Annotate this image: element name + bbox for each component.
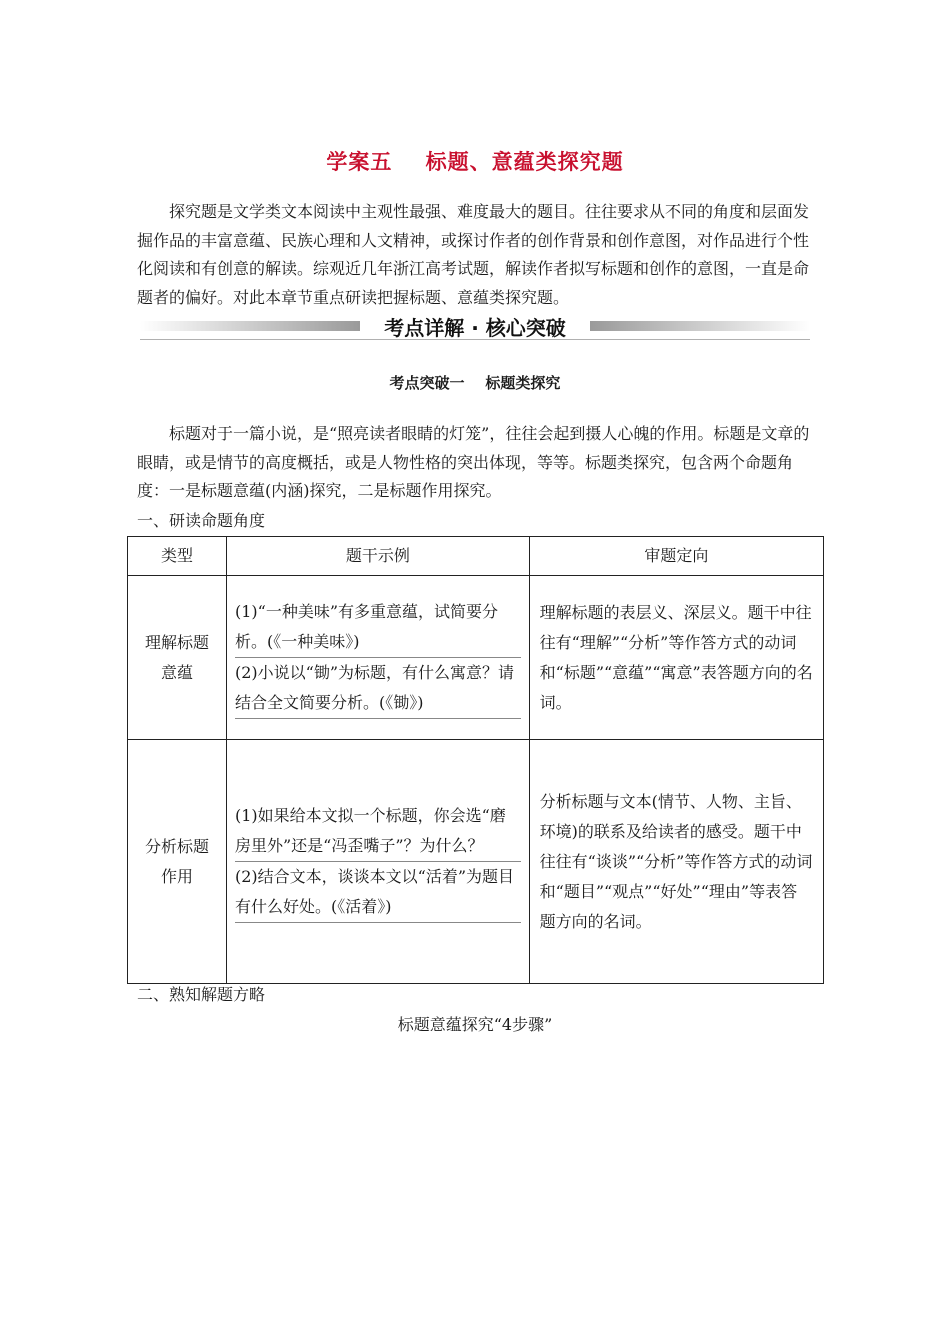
body-paragraph [137,420,817,506]
section-banner [140,314,810,340]
intro-text: 探究题是文学类文本阅读中主观性最强、难度最大的题目。往往要求从不同的角度和层面发掘作品的丰富意蕴、民族心理和人文精神，或探讨作者的创作背景和创作意图，对作品进行个性化阅读和有创意的解读。综观近几年浙江高考试题，解读作者拟写标题和创作的意图，一直是命题者的偏好。对此本章节重点研读把握标题、意蕴类探究题。 [137,202,810,307]
row-type [128,576,227,740]
row-examples [227,740,530,984]
example-item: (1)“一种美味”有多重意蕴，试简要分析。(《一种美味》) [235,597,521,658]
row-guide: 分析标题与文本(情节、人物、主旨、环境)的联系及给读者的感受。题干中往往有“谈谈”“分析”等作答方式的动词和“题目”“观点”“好处”“理由”等表答题方向的名词。 [529,740,823,984]
intro-paragraph [137,198,817,312]
example-item: (1)如果给本文拟一个标题，你会选“磨房里外”还是“冯歪嘴子”？为什么？ [235,801,521,862]
section-heading-1: 一、研读命题角度 [137,511,266,530]
page-title: 学案五 标题、意蕴类探究题 [326,150,624,174]
example-item: (2)结合文本，谈谈本文以“活着”为题目有什么好处。(《活着》) [235,862,521,923]
section-heading-2: 二、熟知解题方略 [137,985,266,1004]
row-type [128,740,227,984]
header-guide: 审题定向 [529,537,823,576]
row-examples [227,576,530,740]
row-type-text: 理解标题意蕴 [144,632,209,682]
example-item: (2)小说以“锄”为标题，有什么寓意？请结合全文简要分析。(《锄》) [235,658,521,719]
question-type-table [127,536,824,984]
row-type-text: 分析标题作用 [144,836,209,886]
header-type: 类型 [128,537,227,576]
banner-text: 考点详解 · 核心突破 [384,316,566,340]
table-header-row [128,537,824,576]
body-text: 标题对于一篇小说，是“照亮读者眼睛的灯笼”，往往会起到摄人心魄的作用。标题是文章的眼睛，或是情节的高度概括，或是人物性格的突出体现，等等。标题类探究，包含两个命题角度：一是标题意蕴(内涵)探究，二是标题作用探究。 [137,424,810,500]
sub-title: 考点突破一 标题类探究 [389,374,561,392]
steps-title: 标题意蕴探究“4步骤” [397,1015,553,1034]
header-examples: 题干示例 [227,537,530,576]
table-row [128,576,824,740]
row-guide: 理解标题的表层义、深层义。题干中往往有“理解”“分析”等作答方式的动词和“标题”“意蕴”“寓意”表答题方向的名词。 [529,576,823,740]
table-row [128,740,824,984]
